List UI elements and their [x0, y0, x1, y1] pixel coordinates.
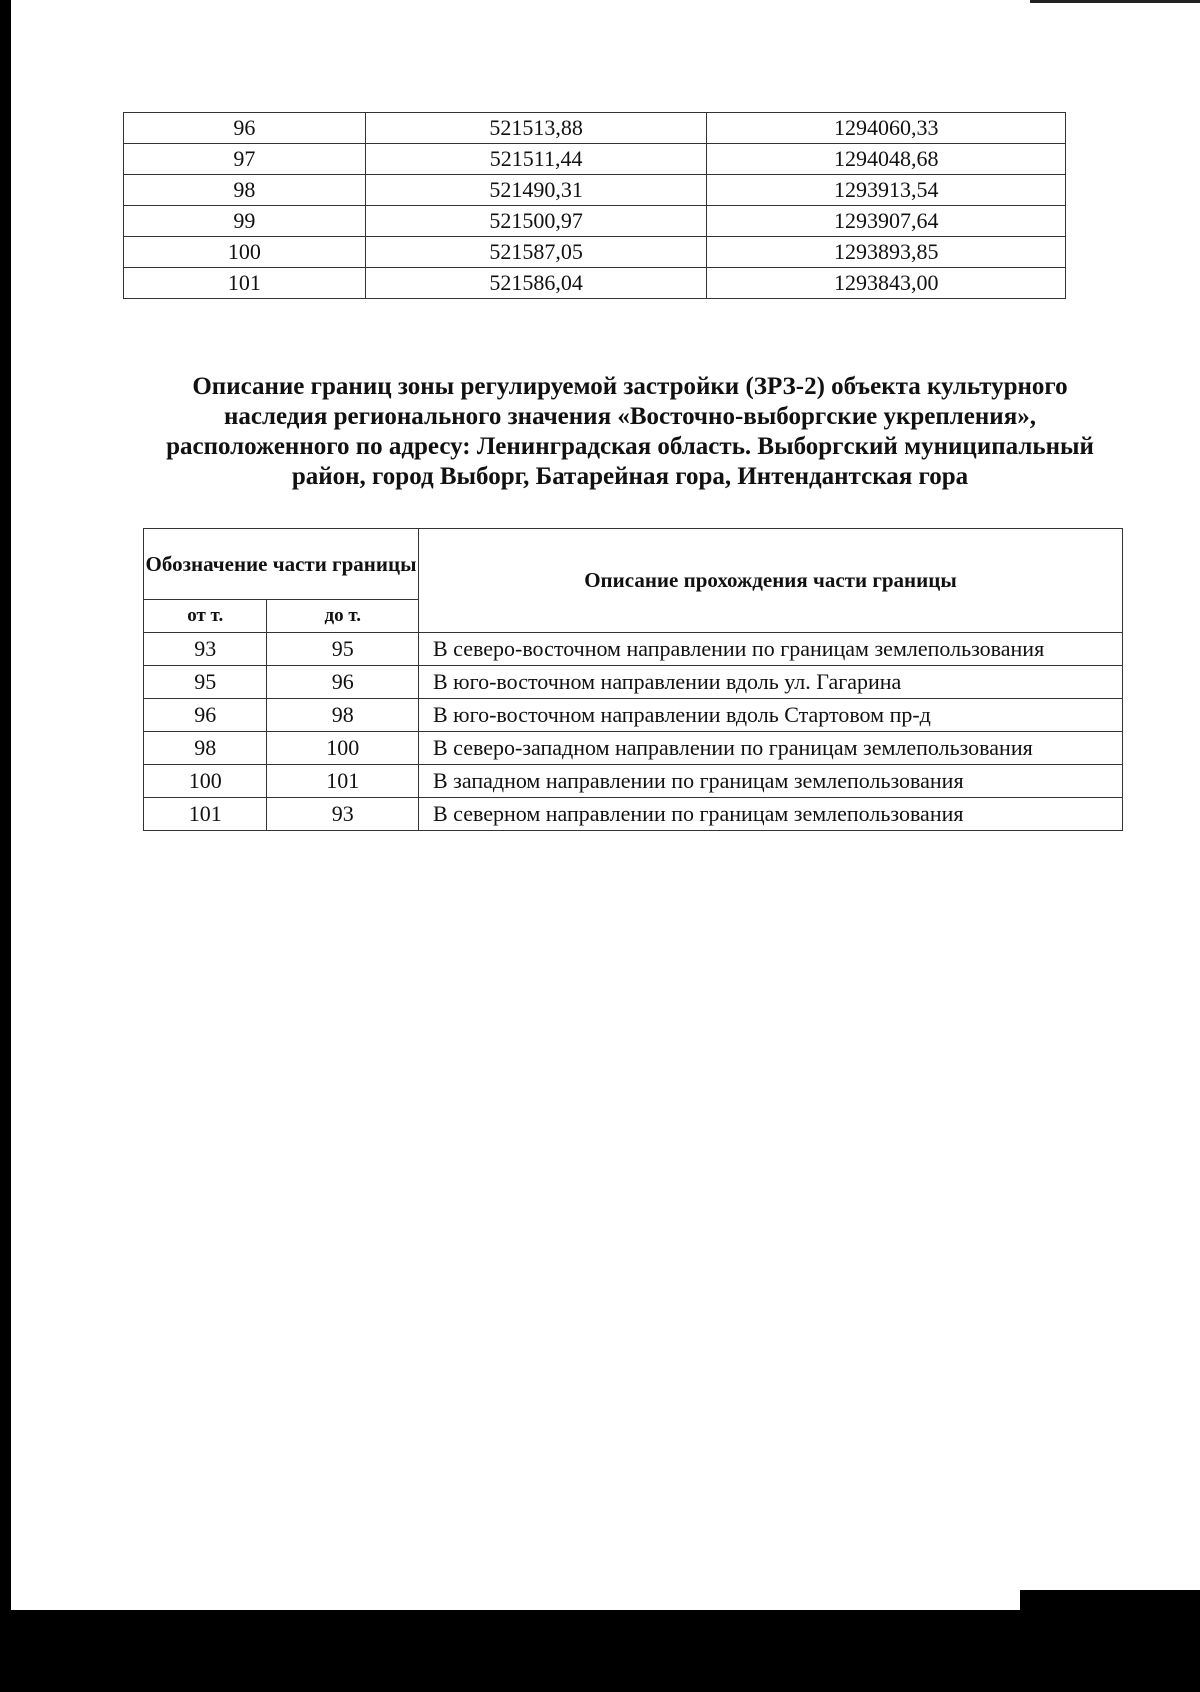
to-point-cell: 96 — [267, 666, 419, 699]
point-number-cell: 96 — [124, 113, 366, 144]
boundary-description-table — [143, 528, 1123, 831]
x-coordinate-cell: 521490,31 — [365, 175, 707, 206]
point-number-cell: 99 — [124, 206, 366, 237]
header-row — [144, 529, 1123, 600]
table-row — [124, 175, 1066, 206]
description-cell: В западном направлении по границам землепользования — [419, 765, 1123, 798]
coordinates-table — [123, 112, 1066, 299]
description-header: Описание прохождения части границы — [419, 529, 1123, 633]
boundary-part-header: Обозначение части границы — [144, 529, 419, 600]
table-row — [144, 633, 1123, 666]
table-row — [144, 666, 1123, 699]
to-point-cell: 101 — [267, 765, 419, 798]
description-cell: В северо-восточном направлении по границам землепользования — [419, 633, 1123, 666]
point-number-cell: 101 — [124, 268, 366, 299]
x-coordinate-cell: 521587,05 — [365, 237, 707, 268]
section-title-line: наследия регионального значения «Восточно-выборгские укрепления», — [224, 403, 1036, 430]
to-point-header: до т. — [267, 600, 419, 633]
table-row — [144, 765, 1123, 798]
point-number-cell: 100 — [124, 237, 366, 268]
point-number-cell: 98 — [124, 175, 366, 206]
table-row — [124, 206, 1066, 237]
section-title-line: район, город Выборг, Батарейная гора, Интендантская гора — [291, 463, 969, 490]
from-point-cell: 96 — [144, 699, 267, 732]
description-cell: В северо-западном направлении по границам землепользования — [419, 732, 1123, 765]
section-title-line: Описание границ зоны регулируемой застройки (ЗРЗ-2) объекта культурного — [192, 373, 1068, 400]
x-coordinate-cell: 521513,88 — [365, 113, 707, 144]
table-row — [124, 237, 1066, 268]
table-row — [144, 732, 1123, 765]
to-point-cell: 100 — [267, 732, 419, 765]
y-coordinate-cell: 1293913,54 — [707, 175, 1066, 206]
from-point-cell: 98 — [144, 732, 267, 765]
from-point-cell: 93 — [144, 633, 267, 666]
from-point-cell: 100 — [144, 765, 267, 798]
table-row — [124, 268, 1066, 299]
from-point-cell: 95 — [144, 666, 267, 699]
table-row — [144, 798, 1123, 831]
from-point-header: от т. — [144, 600, 267, 633]
table-row — [124, 113, 1066, 144]
y-coordinate-cell: 1293907,64 — [707, 206, 1066, 237]
from-point-cell: 101 — [144, 798, 267, 831]
x-coordinate-cell: 521511,44 — [365, 144, 707, 175]
description-cell: В юго-восточном направлении вдоль ул. Гагарина — [419, 666, 1123, 699]
section-title — [110, 372, 1150, 492]
point-number-cell: 97 — [124, 144, 366, 175]
scan-bottom-band — [0, 1610, 1200, 1692]
to-point-cell: 95 — [267, 633, 419, 666]
to-point-cell: 93 — [267, 798, 419, 831]
y-coordinate-cell: 1294060,33 — [707, 113, 1066, 144]
description-cell: В северном направлении по границам землепользования — [419, 798, 1123, 831]
x-coordinate-cell: 521586,04 — [365, 268, 707, 299]
scan-left-edge — [0, 0, 11, 1692]
table-row — [144, 699, 1123, 732]
x-coordinate-cell: 521500,97 — [365, 206, 707, 237]
to-point-cell: 98 — [267, 699, 419, 732]
section-title-line: расположенного по адресу: Ленинградская область. Выборгский муниципальный — [166, 433, 1094, 460]
scan-top-right-line — [1030, 0, 1200, 3]
description-cell: В юго-восточном направлении вдоль Стартовом пр-д — [419, 699, 1123, 732]
y-coordinate-cell: 1293893,85 — [707, 237, 1066, 268]
y-coordinate-cell: 1294048,68 — [707, 144, 1066, 175]
y-coordinate-cell: 1293843,00 — [707, 268, 1066, 299]
table-row — [124, 144, 1066, 175]
